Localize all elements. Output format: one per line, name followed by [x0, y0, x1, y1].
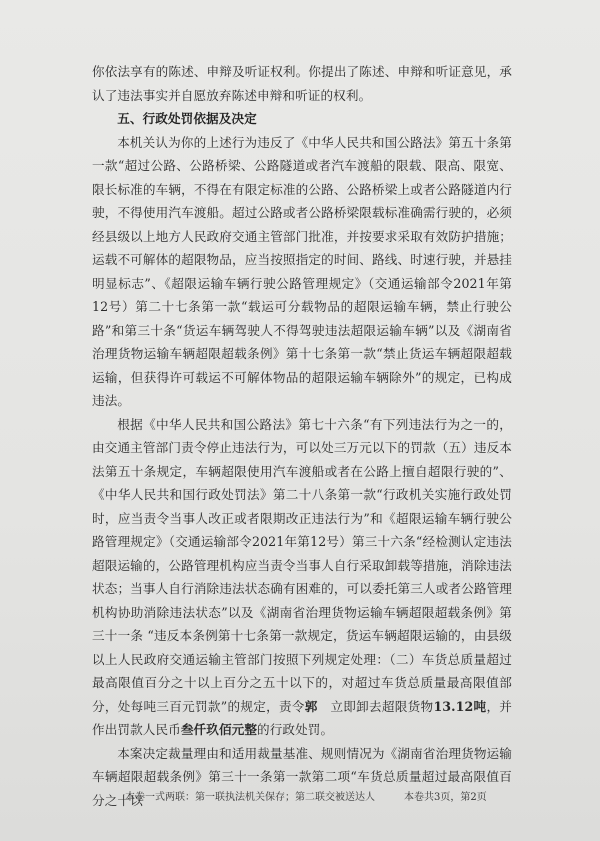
fine-amount: 叁仟玖佰元整 — [180, 722, 258, 737]
section-heading: 五、行政处罚依据及决定 — [117, 111, 257, 126]
paragraph-rights: 你依法享有的陈述、申辩及听证权利。你提出了陈述、申辩和听证意见，承认了违法事实并自愿放弃陈述申辩和听证的权利。 — [92, 64, 512, 103]
unload-order-text: 立即卸去超限货物 — [330, 698, 434, 714]
document-body — [92, 60, 512, 812]
paragraph-discretion: 本案决定裁量理由和适用裁量基准、规则情况为《湖南省治理货物运输车辆超限超载条例》第三十一条第一款第二项“车货总质量超过最高限值百分之十以 — [92, 745, 512, 808]
footer-page-number: 本卷共3页，第2页 — [404, 792, 487, 803]
overload-weight: 13.12吨 — [433, 698, 487, 714]
fine-intro-text: ，并作出罚款人民币 — [92, 698, 513, 737]
party-name: 郭 — [304, 698, 318, 714]
paragraph-penalty-basis — [92, 413, 512, 742]
paragraph-violation: 本机关认为你的上述行为违反了《中华人民共和国公路法》第五十条第一款“超过公路、公路桥梁、公路隧道或者汽车渡船的限载、限高、限宽、限长标准的车辆，不得在有限定标准的公路、公路桥梁上或者公路隧道内行驶，不得使用汽车渡船。超过公路或者公路桥梁限载标准确需行驶的，必须经县级以上地方人民政府交通主管部门批准，并按要求采取有效防护措施；运载不可解体的超限物品，应当按照指定的时间、路线、时速行驶，并悬挂明显标志”、《超限运输车辆行驶公路管理规定》（交通运输部令2021年第12号）第二十七条第一款“载运可分载物品的超限运输车辆，禁止行驶公路”和第三十条“货运车辆驾驶人不得驾驶违法超限运输车辆”以及《湖南省治理货物运输车辆超限超载条例》第十七条第一款“禁止货运车辆超限超载运输，但获得许可载运不可解体物品的超限运输车辆除外”的规定，已构成违法。 — [92, 134, 512, 408]
penalty-closing-text: 的行政处罚。 — [257, 722, 334, 737]
footer-copy-note: 本卷一式两联：第一联执法机关保存；第二联交被送达人 — [125, 792, 375, 803]
penalty-basis-text: 根据《中华人民共和国公路法》第七十六条“有下列违法行为之一的，由交通主管部门责令停止违法行为，可以处三万元以下的罚款（五）违反本法第五十条规定，车辆超限使用汽车渡船或者在公路上擅自超限行驶的”、《中华人民共和国行政处罚法》第二十八条第一款“行政机关实施行政处罚时，应当责令当事人改正或者限期改正违法行为”和《超限运输车辆行驶公路管理规定》（交通运输部令2021年第12号）第三十六条“经检测认定违法超限运输的，公路管理机构应当责令当事人自行采取卸载等措施，消除违法状态；当事人自行消除违法状态确有困难的，可以委托第三人或者公路管理机构协助消除违法状态”以及《湖南省治理货物运输车辆超限超载条例》第三十一条 “违反本条例第十七条第一款规定，货运车辆超限运输的，由县级以上人民政府交通运输主管部门按照下列规定处理：（二）车货总质量超过最高限值百分之十以上百分之五十以下的，对超过车货总质量最高限值部分，处每吨三百元罚款”的规定，责令 — [92, 416, 512, 714]
